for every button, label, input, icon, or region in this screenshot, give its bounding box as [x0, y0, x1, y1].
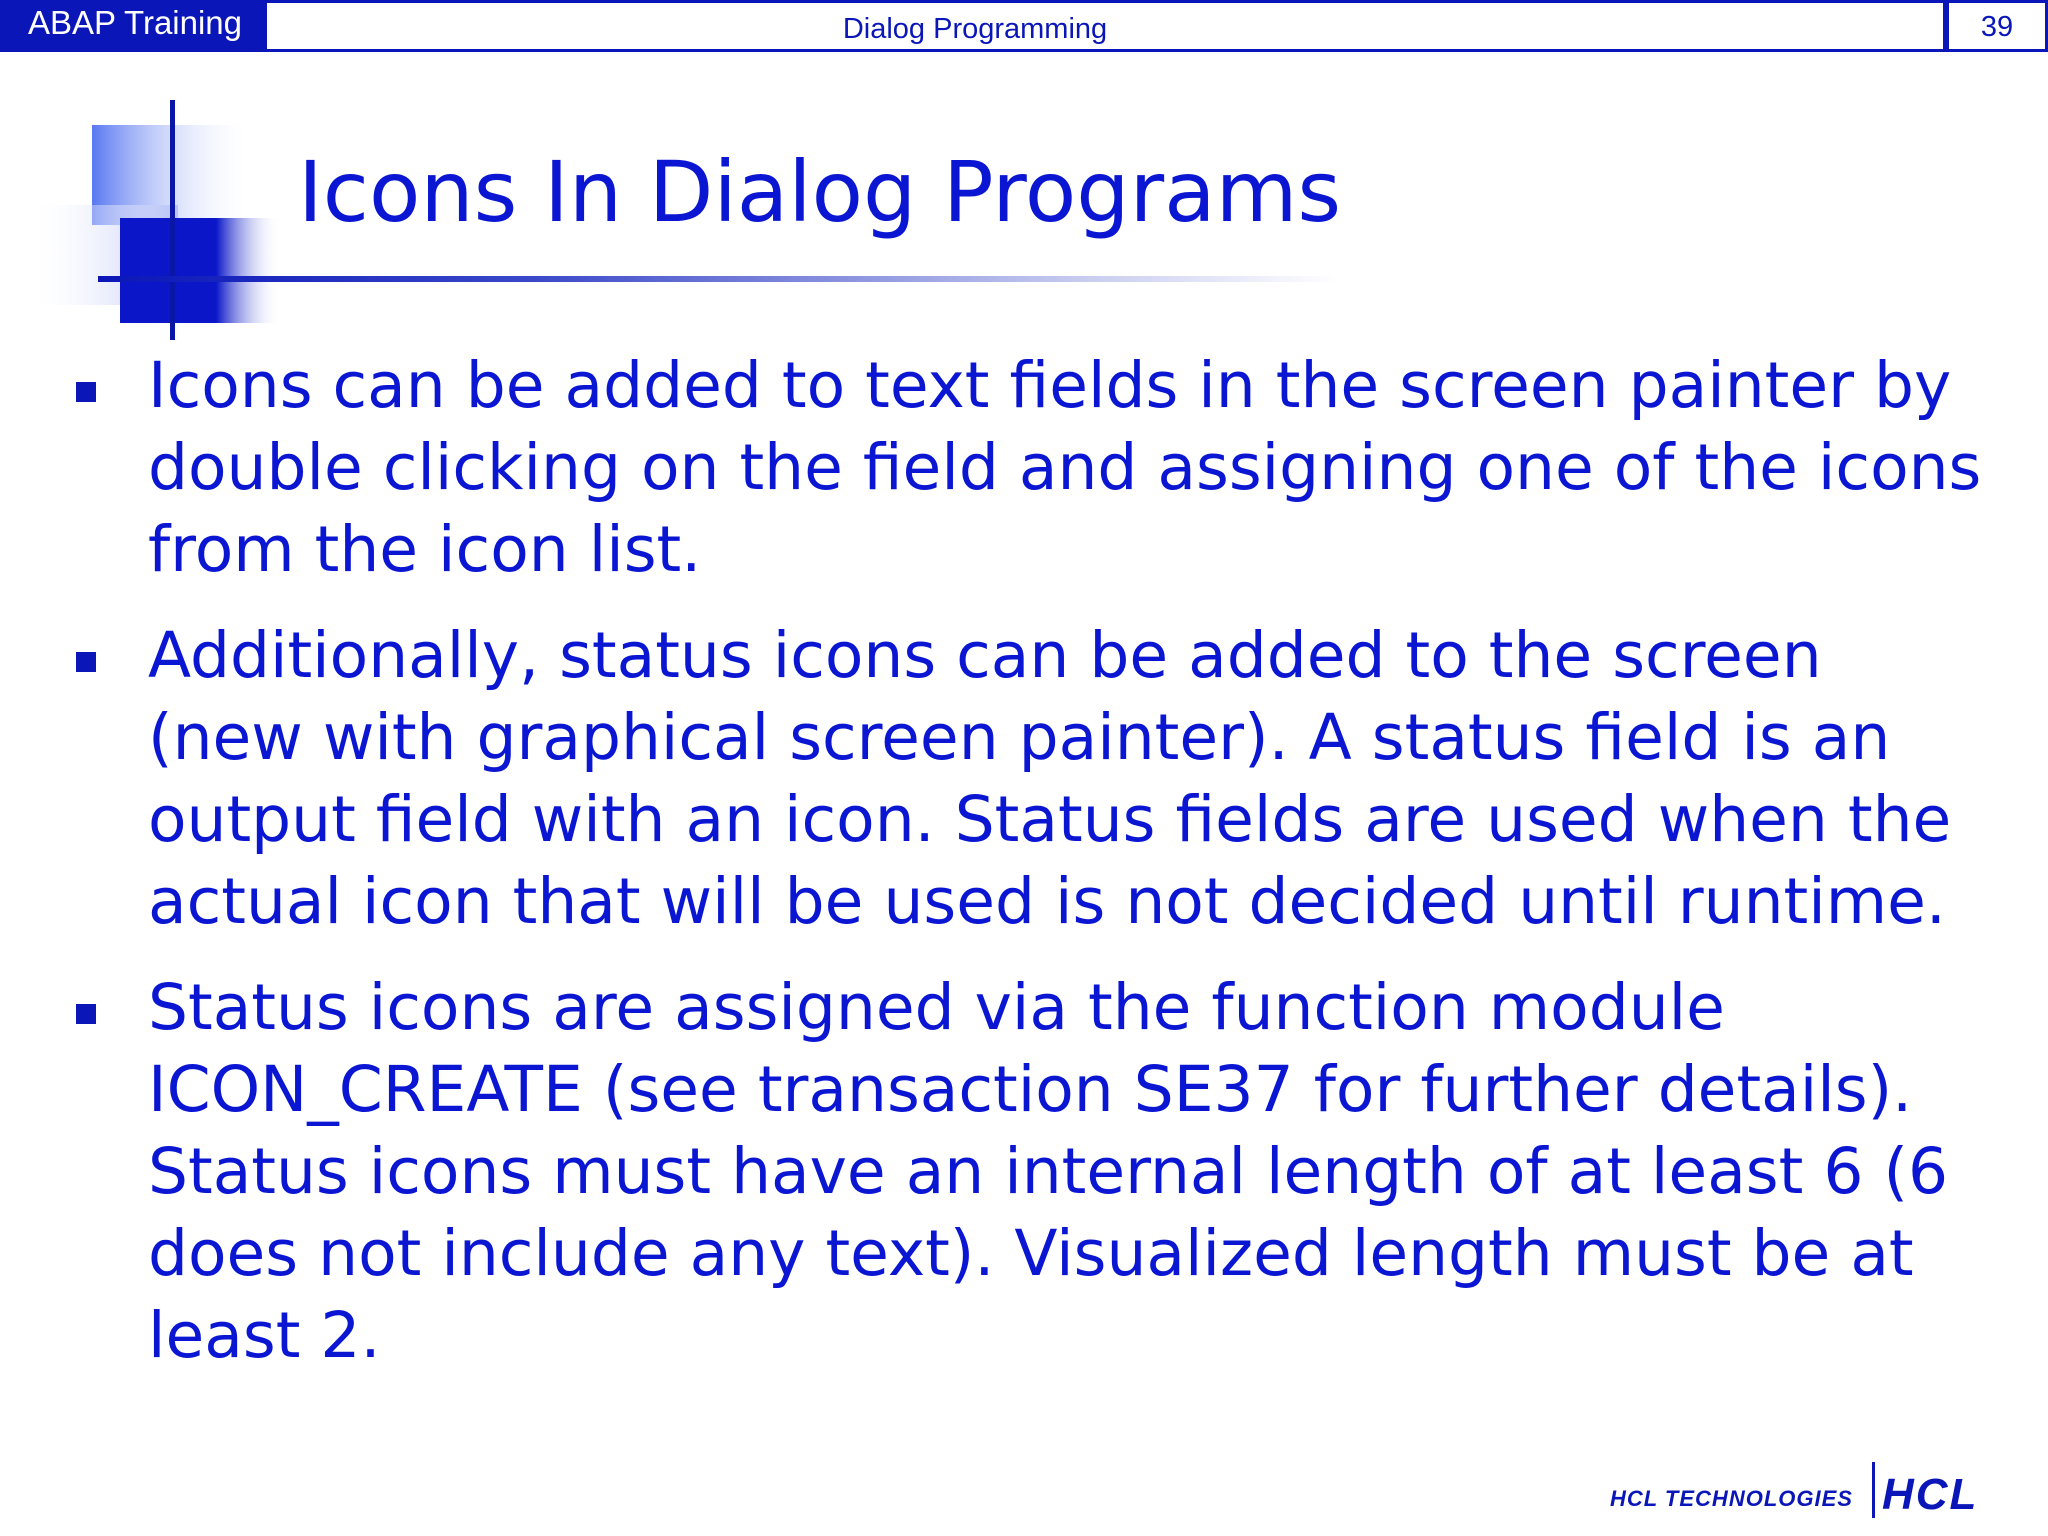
bullet-text: Status icons are assigned via the function module ICON_CREATE (see transaction SE37 for further details). Status icons must have an internal length of at least 6 (6 does not include any text). Visualized length must be at least 2. — [148, 971, 1949, 1372]
logo-divider — [1872, 1462, 1875, 1518]
company-name: HCL TECHNOLOGIES — [1610, 1486, 1853, 1511]
bullet-item — [0, 345, 2048, 591]
bullet-list — [0, 345, 2048, 1401]
slide-title: Icons In Dialog Programs — [298, 143, 1342, 241]
hcl-logo: HCL — [1882, 1470, 1979, 1519]
title-decoration-graphic — [0, 90, 300, 350]
bullet-square-icon — [76, 382, 96, 402]
bullet-text: Icons can be added to text fields in the screen painter by double clicking on the field and assigning one of the icons from the icon list. — [148, 349, 1982, 586]
topic-label: Dialog Programming — [267, 0, 1946, 52]
course-label: ABAP Training — [0, 0, 267, 52]
company-logo — [1610, 1462, 2030, 1522]
bullet-item — [0, 967, 2048, 1377]
title-underline — [98, 276, 1338, 282]
bullet-square-icon — [76, 652, 96, 672]
bullet-item — [0, 615, 2048, 943]
bullet-text: Additionally, status icons can be added to the screen (new with graphical screen painter). A status field is an output field with an icon. Status fields are used when the actual icon that will be used is not decided until runtime. — [148, 619, 1952, 938]
bullet-square-icon — [76, 1004, 96, 1024]
slide-header — [0, 0, 2048, 53]
page-number: 39 — [1946, 0, 2048, 52]
